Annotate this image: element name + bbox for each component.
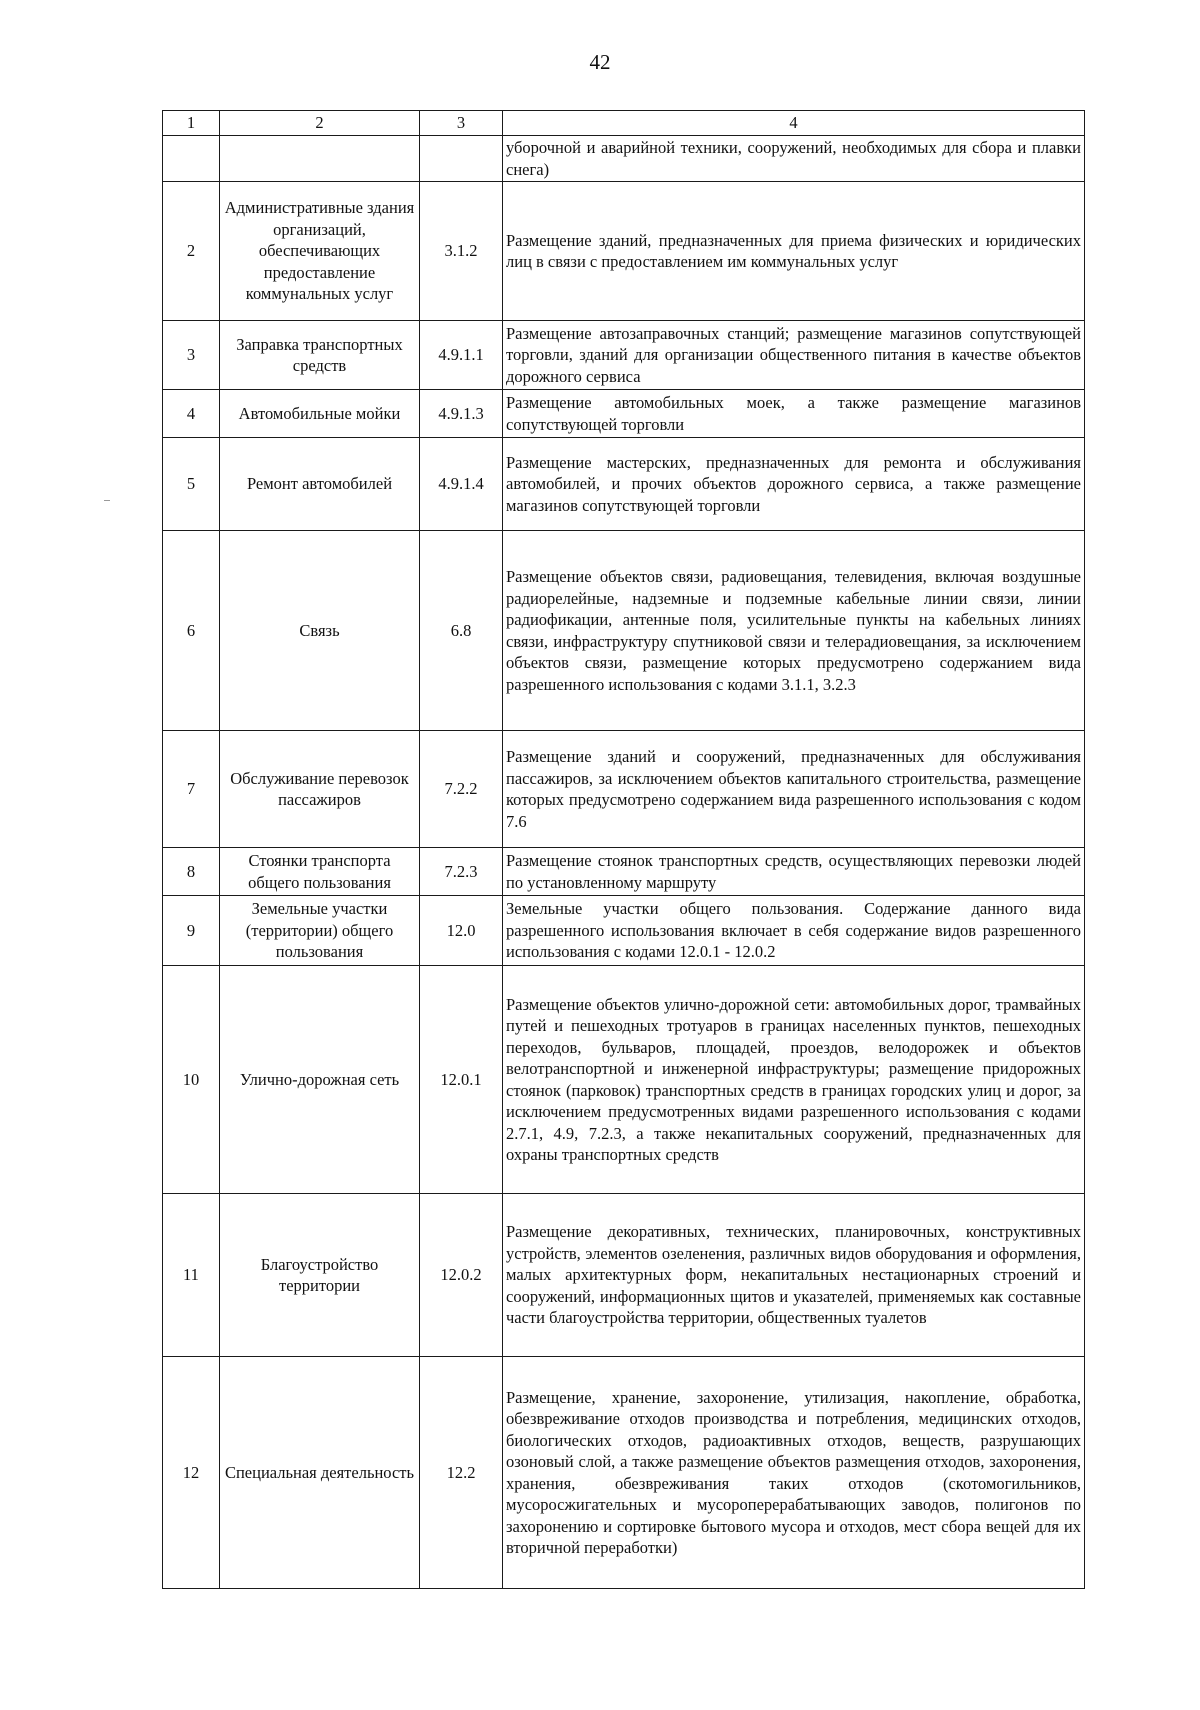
use-description: Размещение объектов связи, радиовещания, телевидения, включая воздушные радиорелейные, надземные и подземные кабельные линии связи, линии радиофикации, антенные поля, усилительные пункты на кабельных линиях связи, инфраструктуру спутниковой связи и телерадиовещания, за исключением объектов связи, размещение которых предусмотрено содержанием вида разрешенного использования с кодами 3.1.1, 3.2.3 [503,531,1085,731]
use-description: Размещение автозаправочных станций; размещение магазинов сопутствующей торговли, зданий для организации общественного питания в качестве объектов дорожного сервиса [503,321,1085,390]
use-description: Размещение автомобильных моек, а также размещение магазинов сопутствующей торговли [503,390,1085,438]
use-name: Ремонт автомобилей [220,438,420,531]
row-number: 11 [163,1194,220,1357]
land-use-table [162,110,1085,1589]
row-number: 4 [163,390,220,438]
column-header: 4 [503,111,1085,136]
use-description: Земельные участки общего пользования. Содержание данного вида разрешенного использования включает в себя содержание видов разрешенного использования с кодами 12.0.1 - 12.0.2 [503,896,1085,966]
use-description: Размещение зданий и сооружений, предназначенных для обслуживания пассажиров, за исключением объектов капитального строительства, размещение которых предусмотрено содержанием вида разрешенного использования с кодом 7.6 [503,731,1085,848]
use-code: 7.2.2 [420,731,503,848]
use-code: 12.0.1 [420,966,503,1194]
scan-mark [104,500,110,501]
use-code: 4.9.1.3 [420,390,503,438]
row-number: 9 [163,896,220,966]
use-name: Специальная деятельность [220,1357,420,1589]
row-number: 5 [163,438,220,531]
row-number: 2 [163,182,220,321]
table-row [163,182,1085,321]
table-row [163,966,1085,1194]
use-code: 12.0.2 [420,1194,503,1357]
use-name: Земельные участки (территории) общего пользования [220,896,420,966]
row-number: 7 [163,731,220,848]
use-code [420,136,503,182]
table-row [163,731,1085,848]
use-description: Размещение зданий, предназначенных для приема физических и юридических лиц в связи с предоставлением им коммунальных услуг [503,182,1085,321]
page-number: 42 [589,50,611,74]
use-description: Размещение мастерских, предназначенных для ремонта и обслуживания автомобилей, и прочих объектов дорожного сервиса, а также размещение магазинов сопутствующей торговли [503,438,1085,531]
use-description: Размещение декоративных, технических, планировочных, конструктивных устройств, элементов озеленения, различных видов оборудования и оформления, малых архитектурных форм, некапитальных нестационарных строений и сооружений, информационных щитов и указателей, применяемых как составные части благоустройства территории, общественных туалетов [503,1194,1085,1357]
row-number [163,136,220,182]
use-name: Стоянки транспорта общего пользования [220,848,420,896]
row-number: 3 [163,321,220,390]
table-row [163,896,1085,966]
use-name: Благоустройство территории [220,1194,420,1357]
table-row [163,1194,1085,1357]
table-row [163,438,1085,531]
use-description: Размещение, хранение, захоронение, утилизация, накопление, обработка, обезвреживание отходов производства и потребления, медицинских отходов, биологических отходов, радиоактивных отходов, веществ, разрушающих озоновый слой, а также размещение объектов размещения отходов, захоронения, хранения, обезвреживания таких отходов (скотомогильников, мусоросжигательных и мусороперерабатывающих заводов, полигонов по захоронению и сортировке бытового мусора и отходов, мест сбора вещей для их вторичной переработки) [503,1357,1085,1589]
row-number: 12 [163,1357,220,1589]
land-use-table-wrapper [162,110,1084,1589]
column-header: 2 [220,111,420,136]
use-name: Связь [220,531,420,731]
use-code: 3.1.2 [420,182,503,321]
use-code: 4.9.1.4 [420,438,503,531]
table-row [163,848,1085,896]
use-description: Размещение объектов улично-дорожной сети: автомобильных дорог, трамвайных путей и пешеходных тротуаров в границах населенных пунктов, пешеходных переходов, бульваров, площадей, проездов, велодорожек и объектов велотранспортной и инженерной инфраструктуры; размещение придорожных стоянок (парковок) транспортных средств в границах городских улиц и дорог, за исключением предусмотренных видами разрешенного использования с кодами 2.7.1, 4.9, 7.2.3, а также некапитальных сооружений, предназначенных для охраны транспортных средств [503,966,1085,1194]
use-code: 4.9.1.1 [420,321,503,390]
column-header: 1 [163,111,220,136]
table-header-row [163,111,1085,136]
use-code: 12.0 [420,896,503,966]
use-description: уборочной и аварийной техники, сооружений, необходимых для сбора и плавки снега) [503,136,1085,182]
row-number: 6 [163,531,220,731]
table-row [163,1357,1085,1589]
table-row [163,136,1085,182]
use-name: Обслуживание перевозок пассажиров [220,731,420,848]
use-description: Размещение стоянок транспортных средств, осуществляющих перевозки людей по установленному маршруту [503,848,1085,896]
row-number: 8 [163,848,220,896]
use-code: 6.8 [420,531,503,731]
table-row [163,531,1085,731]
table-row [163,390,1085,438]
use-name: Заправка транспортных средств [220,321,420,390]
row-number: 10 [163,966,220,1194]
use-name [220,136,420,182]
use-name: Административные здания организаций, обеспечивающих предоставление коммунальных услуг [220,182,420,321]
use-name: Улично-дорожная сеть [220,966,420,1194]
table-row [163,321,1085,390]
column-header: 3 [420,111,503,136]
use-code: 12.2 [420,1357,503,1589]
use-code: 7.2.3 [420,848,503,896]
use-name: Автомобильные мойки [220,390,420,438]
